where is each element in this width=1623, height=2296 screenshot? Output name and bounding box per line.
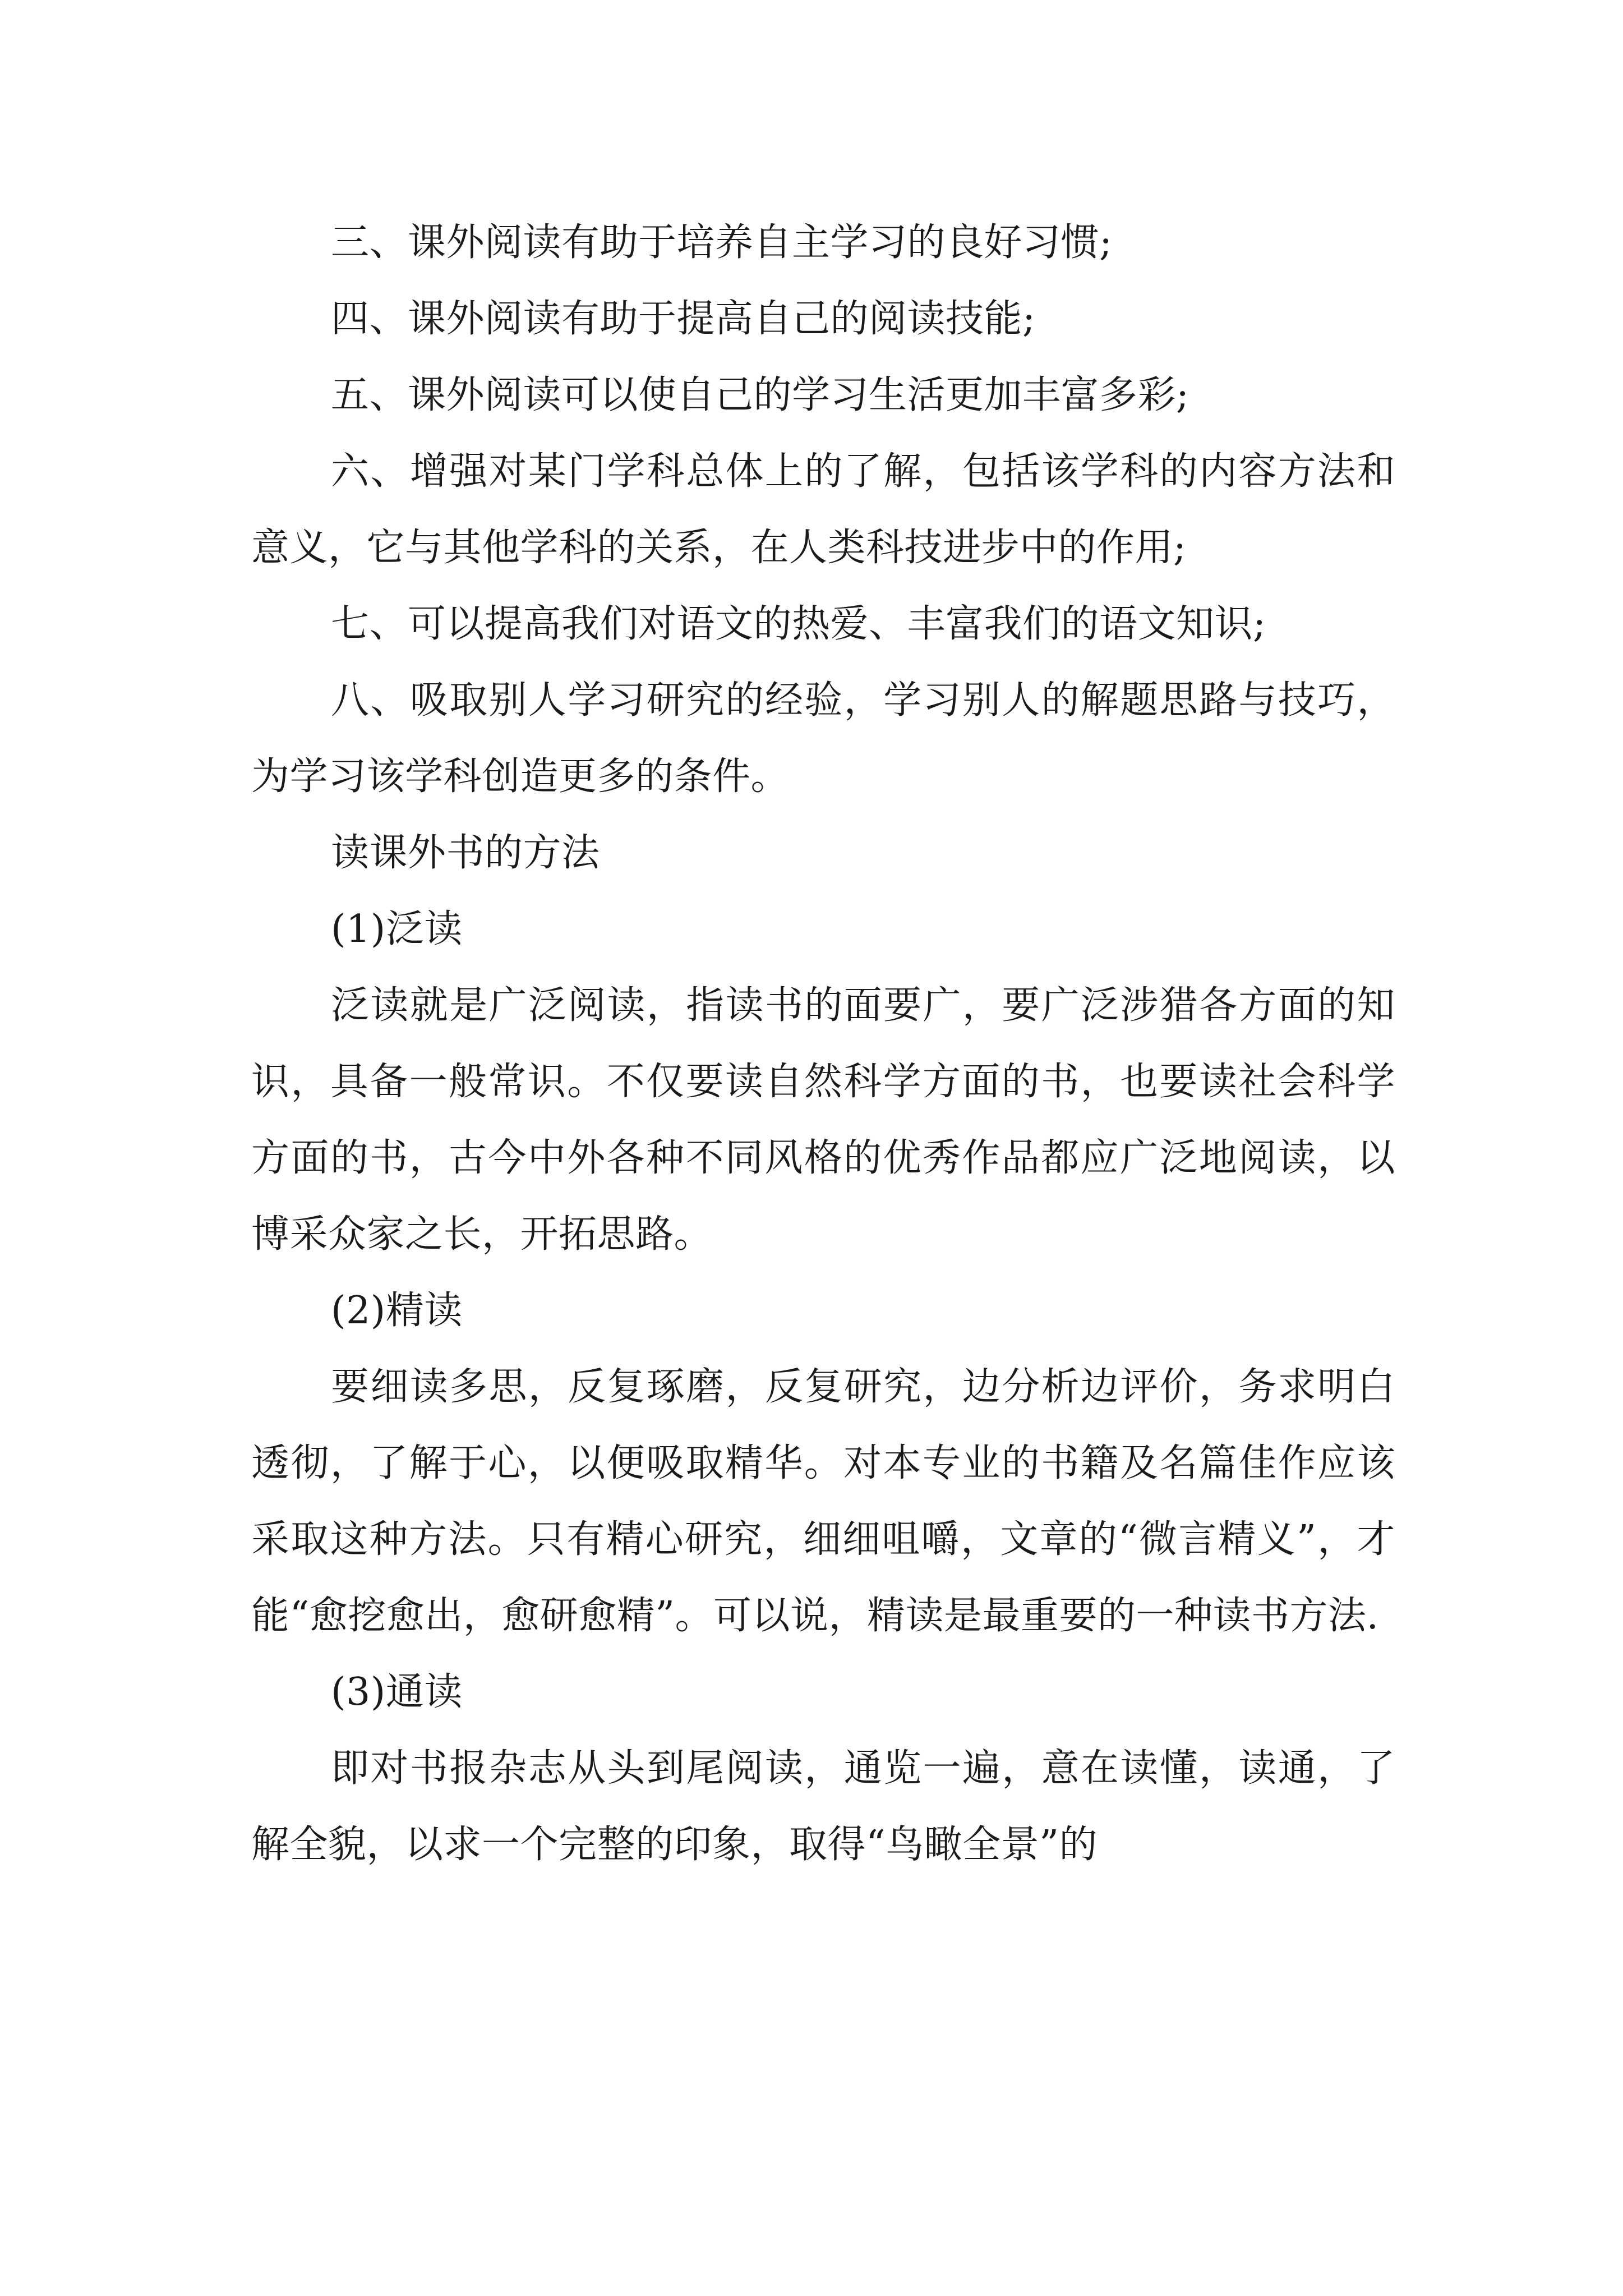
paragraph-benefit-8: 八、吸取别人学习研究的经验，学习别人的解题思路与技巧，为学习该学科创造更多的条件。 [251, 678, 1395, 799]
paragraph-benefit-3: 三、课外阅读有助于培养自主学习的良好习惯; [331, 220, 1113, 265]
method-heading-intensive: (2)精读 [331, 1289, 463, 1333]
method-heading-extensive: (1)泛读 [331, 907, 463, 951]
method-heading-thorough: (3)通读 [331, 1670, 463, 1714]
paragraph-thorough-reading: 即对书报杂志从头到尾阅读，通览一遍，意在读懂，读通，了解全貌，以求一个完整的印象，取得“鸟瞰全景”的 [251, 1746, 1395, 1867]
document-body [251, 205, 1395, 1883]
paragraph-benefit-5: 五、课外阅读可以使自己的学习生活更加丰富多彩; [331, 373, 1189, 417]
section-heading-reading-methods: 读课外书的方法 [331, 831, 600, 875]
paragraph-intensive-reading: 要细读多思，反复琢磨，反复研究，边分析边评价，务求明白透彻，了解于心，以便吸取精华。对本专业的书籍及名篇佳作应该采取这种方法。只有精心研究，细细咀嚼，文章的“微言精义”，才能“愈挖愈出，愈研愈精”。可以说，精读是最重要的一种读书方法. [251, 1365, 1395, 1638]
paragraph-benefit-4: 四、课外阅读有助于提高自己的阅读技能; [331, 297, 1036, 341]
paragraph-extensive-reading: 泛读就是广泛阅读，指读书的面要广，要广泛涉猎各方面的知识，具备一般常识。不仅要读自然科学方面的书，也要读社会科学方面的书，古今中外各种不同风格的优秀作品都应广泛地阅读，以博采众家之长，开拓思路。 [251, 983, 1395, 1257]
paragraph-benefit-6: 六、增强对某门学科总体上的了解，包括该学科的内容方法和意义，它与其他学科的关系，在人类科技进步中的作用; [251, 449, 1395, 570]
paragraph-benefit-7: 七、可以提高我们对语文的热爱、丰富我们的语文知识; [331, 602, 1266, 646]
